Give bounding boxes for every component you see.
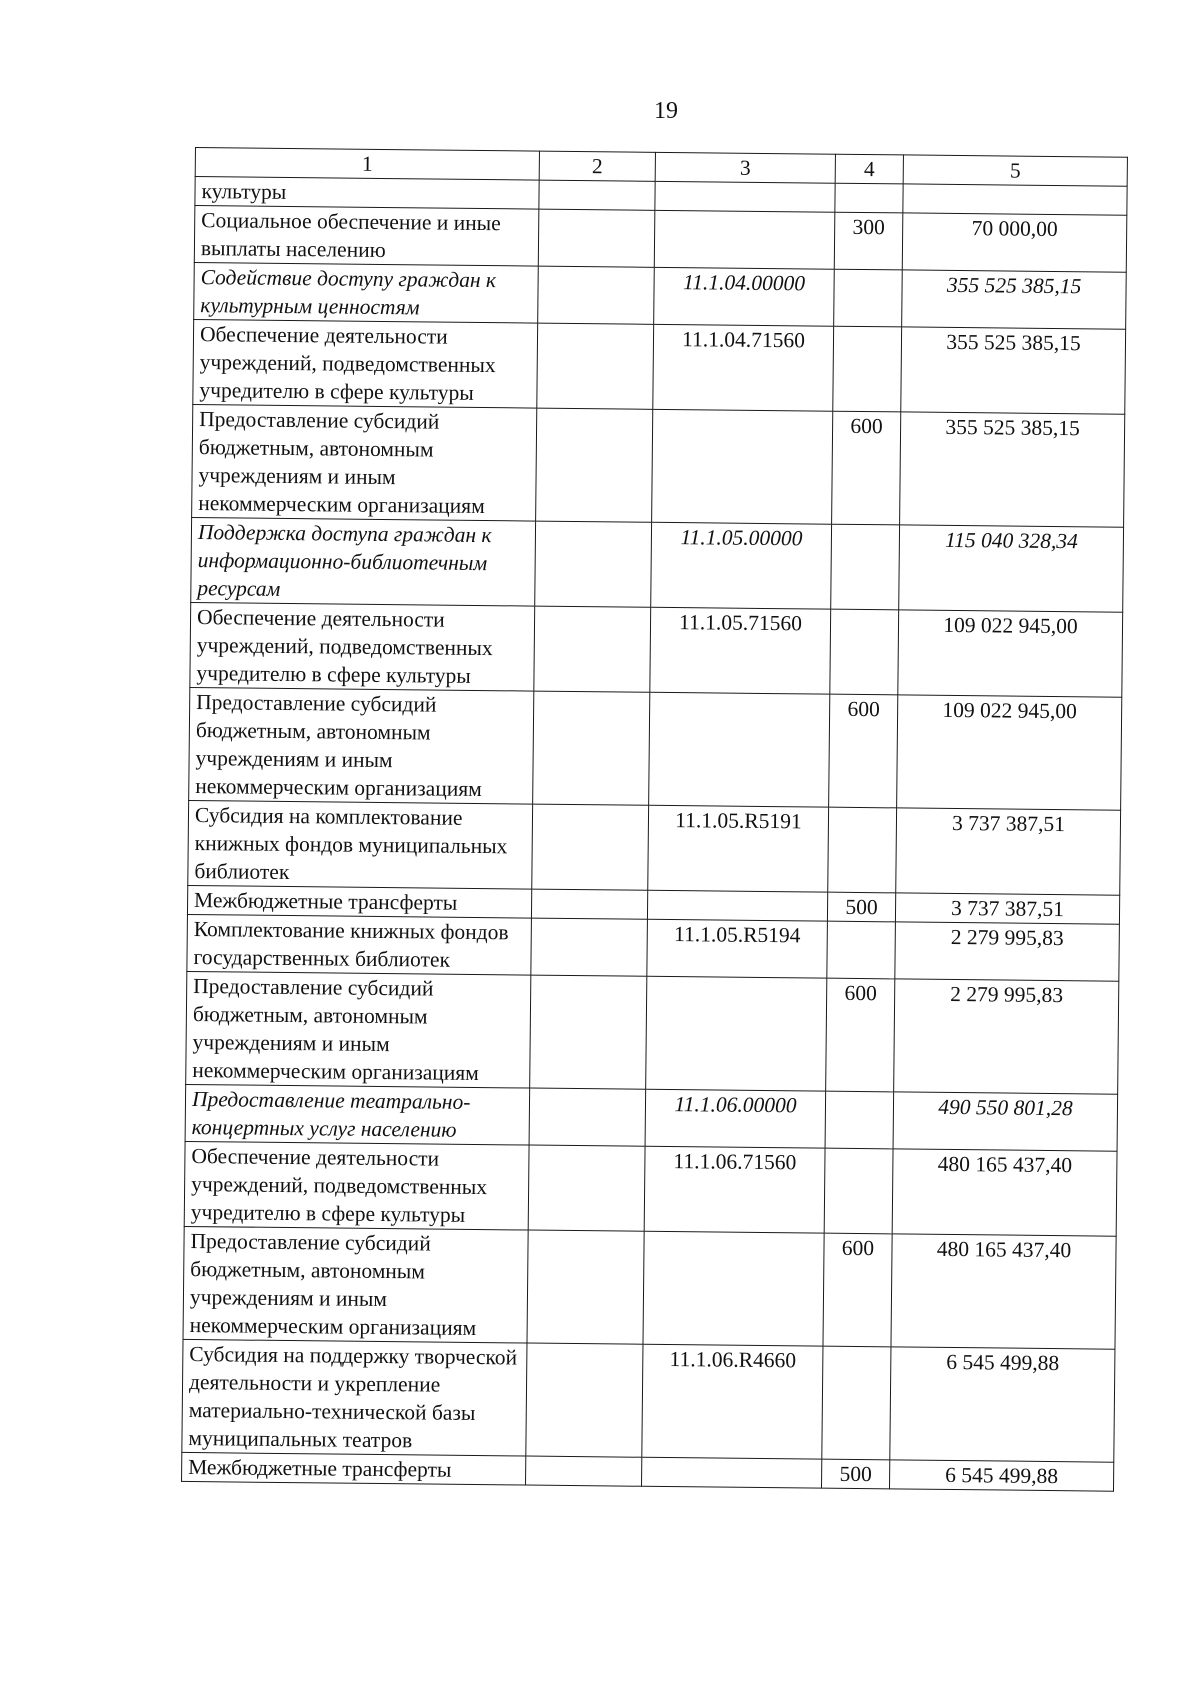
row-type: [827, 921, 896, 979]
row-name: культуры: [195, 177, 539, 210]
row-col2: [535, 521, 652, 607]
row-code: [649, 692, 830, 807]
row-code: 11.1.04.00000: [654, 267, 835, 326]
row-code: [642, 1457, 822, 1488]
row-name: Обеспечение деятельности учреждений, подведомственных учредителю в сфере культуры: [184, 1141, 529, 1230]
row-code: 11.1.05.R5194: [647, 919, 828, 978]
column-header-2: 2: [539, 151, 655, 181]
row-type: [833, 326, 902, 412]
table-row: [183, 1226, 1116, 1349]
row-type: 500: [827, 892, 895, 922]
table-row-subprogram: [194, 262, 1127, 329]
row-amount: 355 525 385,15: [901, 327, 1126, 414]
row-col2: [529, 1088, 646, 1146]
table-row: [188, 800, 1121, 895]
row-col2: [527, 1230, 644, 1344]
row-col2: [530, 975, 647, 1089]
row-amount: 480 165 437,40: [892, 1149, 1117, 1236]
row-col2: [531, 918, 648, 976]
row-amount: 6 545 499,88: [889, 1460, 1113, 1491]
table-row: [184, 1141, 1117, 1236]
page-number: 19: [654, 98, 678, 124]
row-amount: [903, 184, 1127, 215]
table-row: [190, 602, 1123, 697]
row-col2: [528, 1145, 645, 1231]
column-header-4: 4: [835, 154, 903, 184]
row-name: Содействие доступу граждан к культурным ценностям: [194, 262, 539, 323]
budget-table: [181, 147, 1128, 1492]
row-code: 11.1.05.00000: [651, 522, 832, 609]
row-amount: 3 737 387,51: [896, 808, 1121, 895]
row-amount: 355 525 385,15: [902, 270, 1127, 329]
row-amount: 490 550 801,28: [893, 1092, 1118, 1151]
table-row: [194, 206, 1127, 273]
row-amount: 2 279 995,83: [895, 922, 1120, 981]
row-col2: [539, 180, 655, 210]
column-header-3: 3: [655, 152, 835, 183]
column-header-1: 1: [195, 148, 539, 181]
row-code: 11.1.05.71560: [650, 607, 831, 694]
table-body: [182, 177, 1128, 1492]
row-amount: 109 022 945,00: [898, 610, 1123, 697]
row-name: Предоставление субсидий бюджетным, автономным учреждениям и иным некоммерческим организациям: [186, 971, 531, 1088]
row-name: Предоставление субсидий бюджетным, автономным учреждениям и иным некоммерческим организациям: [192, 404, 537, 521]
row-code: [652, 409, 833, 524]
table-row: [189, 687, 1122, 810]
row-amount: 109 022 945,00: [897, 695, 1122, 810]
row-col2: [537, 323, 654, 409]
row-amount: 3 737 387,51: [895, 893, 1119, 924]
row-name: Социальное обеспечение и иные выплаты населению: [194, 206, 539, 267]
row-type: 300: [834, 212, 903, 270]
row-code: 11.1.06.R4660: [642, 1344, 823, 1459]
row-amount: 6 545 499,88: [890, 1347, 1115, 1462]
row-name: Поддержка доступа граждан к информационно-библиотечным ресурсам: [191, 517, 536, 606]
row-type: [825, 1091, 894, 1149]
row-name: Межбюджетные трансферты: [182, 1452, 526, 1485]
row-col2: [532, 804, 649, 890]
row-col2: [538, 209, 655, 267]
row-code: 11.1.05.R5191: [648, 805, 829, 892]
row-code: [643, 1231, 824, 1346]
row-name: Предоставление субсидий бюджетным, автономным учреждениям и иным некоммерческим организациям: [183, 1226, 528, 1343]
row-name: Субсидия на поддержку творческой деятельности и укрепление материально-технической базы муниципальных театров: [182, 1339, 527, 1456]
row-name: Предоставление субсидий бюджетным, автономным учреждениям и иным некоммерческим организациям: [189, 687, 534, 804]
row-type: [834, 269, 903, 327]
row-amount: 70 000,00: [902, 213, 1127, 272]
row-type: [830, 609, 899, 695]
table-row: [193, 319, 1126, 414]
row-code: 11.1.04.71560: [653, 324, 834, 411]
table-row-subprogram: [191, 517, 1124, 612]
row-code: [654, 210, 835, 269]
row-amount: 355 525 385,15: [900, 412, 1125, 527]
row-type: 600: [826, 978, 895, 1092]
row-type: 600: [829, 694, 898, 808]
row-amount: 480 165 437,40: [891, 1234, 1116, 1349]
row-name: Обеспечение деятельности учреждений, подведомственных учредителю в сфере культуры: [190, 602, 535, 691]
row-col2: [531, 889, 647, 919]
row-code: [646, 976, 827, 1091]
table-row: [186, 971, 1119, 1094]
row-col2: [526, 1456, 642, 1486]
row-amount: 115 040 328,34: [899, 525, 1124, 612]
row-code: 11.1.06.71560: [644, 1146, 825, 1233]
row-type: [835, 183, 903, 213]
row-name: Субсидия на комплектование книжных фондов муниципальных библиотек: [188, 800, 533, 889]
row-col2: [526, 1343, 643, 1457]
row-col2: [534, 606, 651, 692]
row-col2: [536, 408, 653, 522]
table-row: [187, 914, 1120, 981]
row-type: [828, 807, 897, 893]
row-code: [655, 181, 835, 212]
row-code: [647, 890, 827, 921]
row-type: 500: [821, 1459, 889, 1489]
row-type: [824, 1148, 893, 1234]
row-amount: 2 279 995,83: [894, 979, 1119, 1094]
table-row: [182, 1339, 1115, 1462]
row-name: Предоставление театрально-концертных услуг населению: [185, 1084, 530, 1145]
column-header-5: 5: [903, 155, 1127, 186]
row-col2: [538, 266, 655, 324]
row-name: Комплектование книжных фондов государственных библиотек: [187, 914, 532, 975]
table-row-subprogram: [185, 1084, 1118, 1151]
row-name: Обеспечение деятельности учреждений, подведомственных учредителю в сфере культуры: [193, 319, 538, 408]
row-type: [831, 524, 900, 610]
row-code: 11.1.06.00000: [645, 1089, 826, 1148]
row-type: 600: [823, 1233, 892, 1347]
row-name: Межбюджетные трансферты: [187, 885, 531, 918]
table-row: [192, 404, 1125, 527]
row-type: [822, 1346, 891, 1460]
row-col2: [533, 691, 650, 805]
row-type: 600: [832, 411, 901, 525]
